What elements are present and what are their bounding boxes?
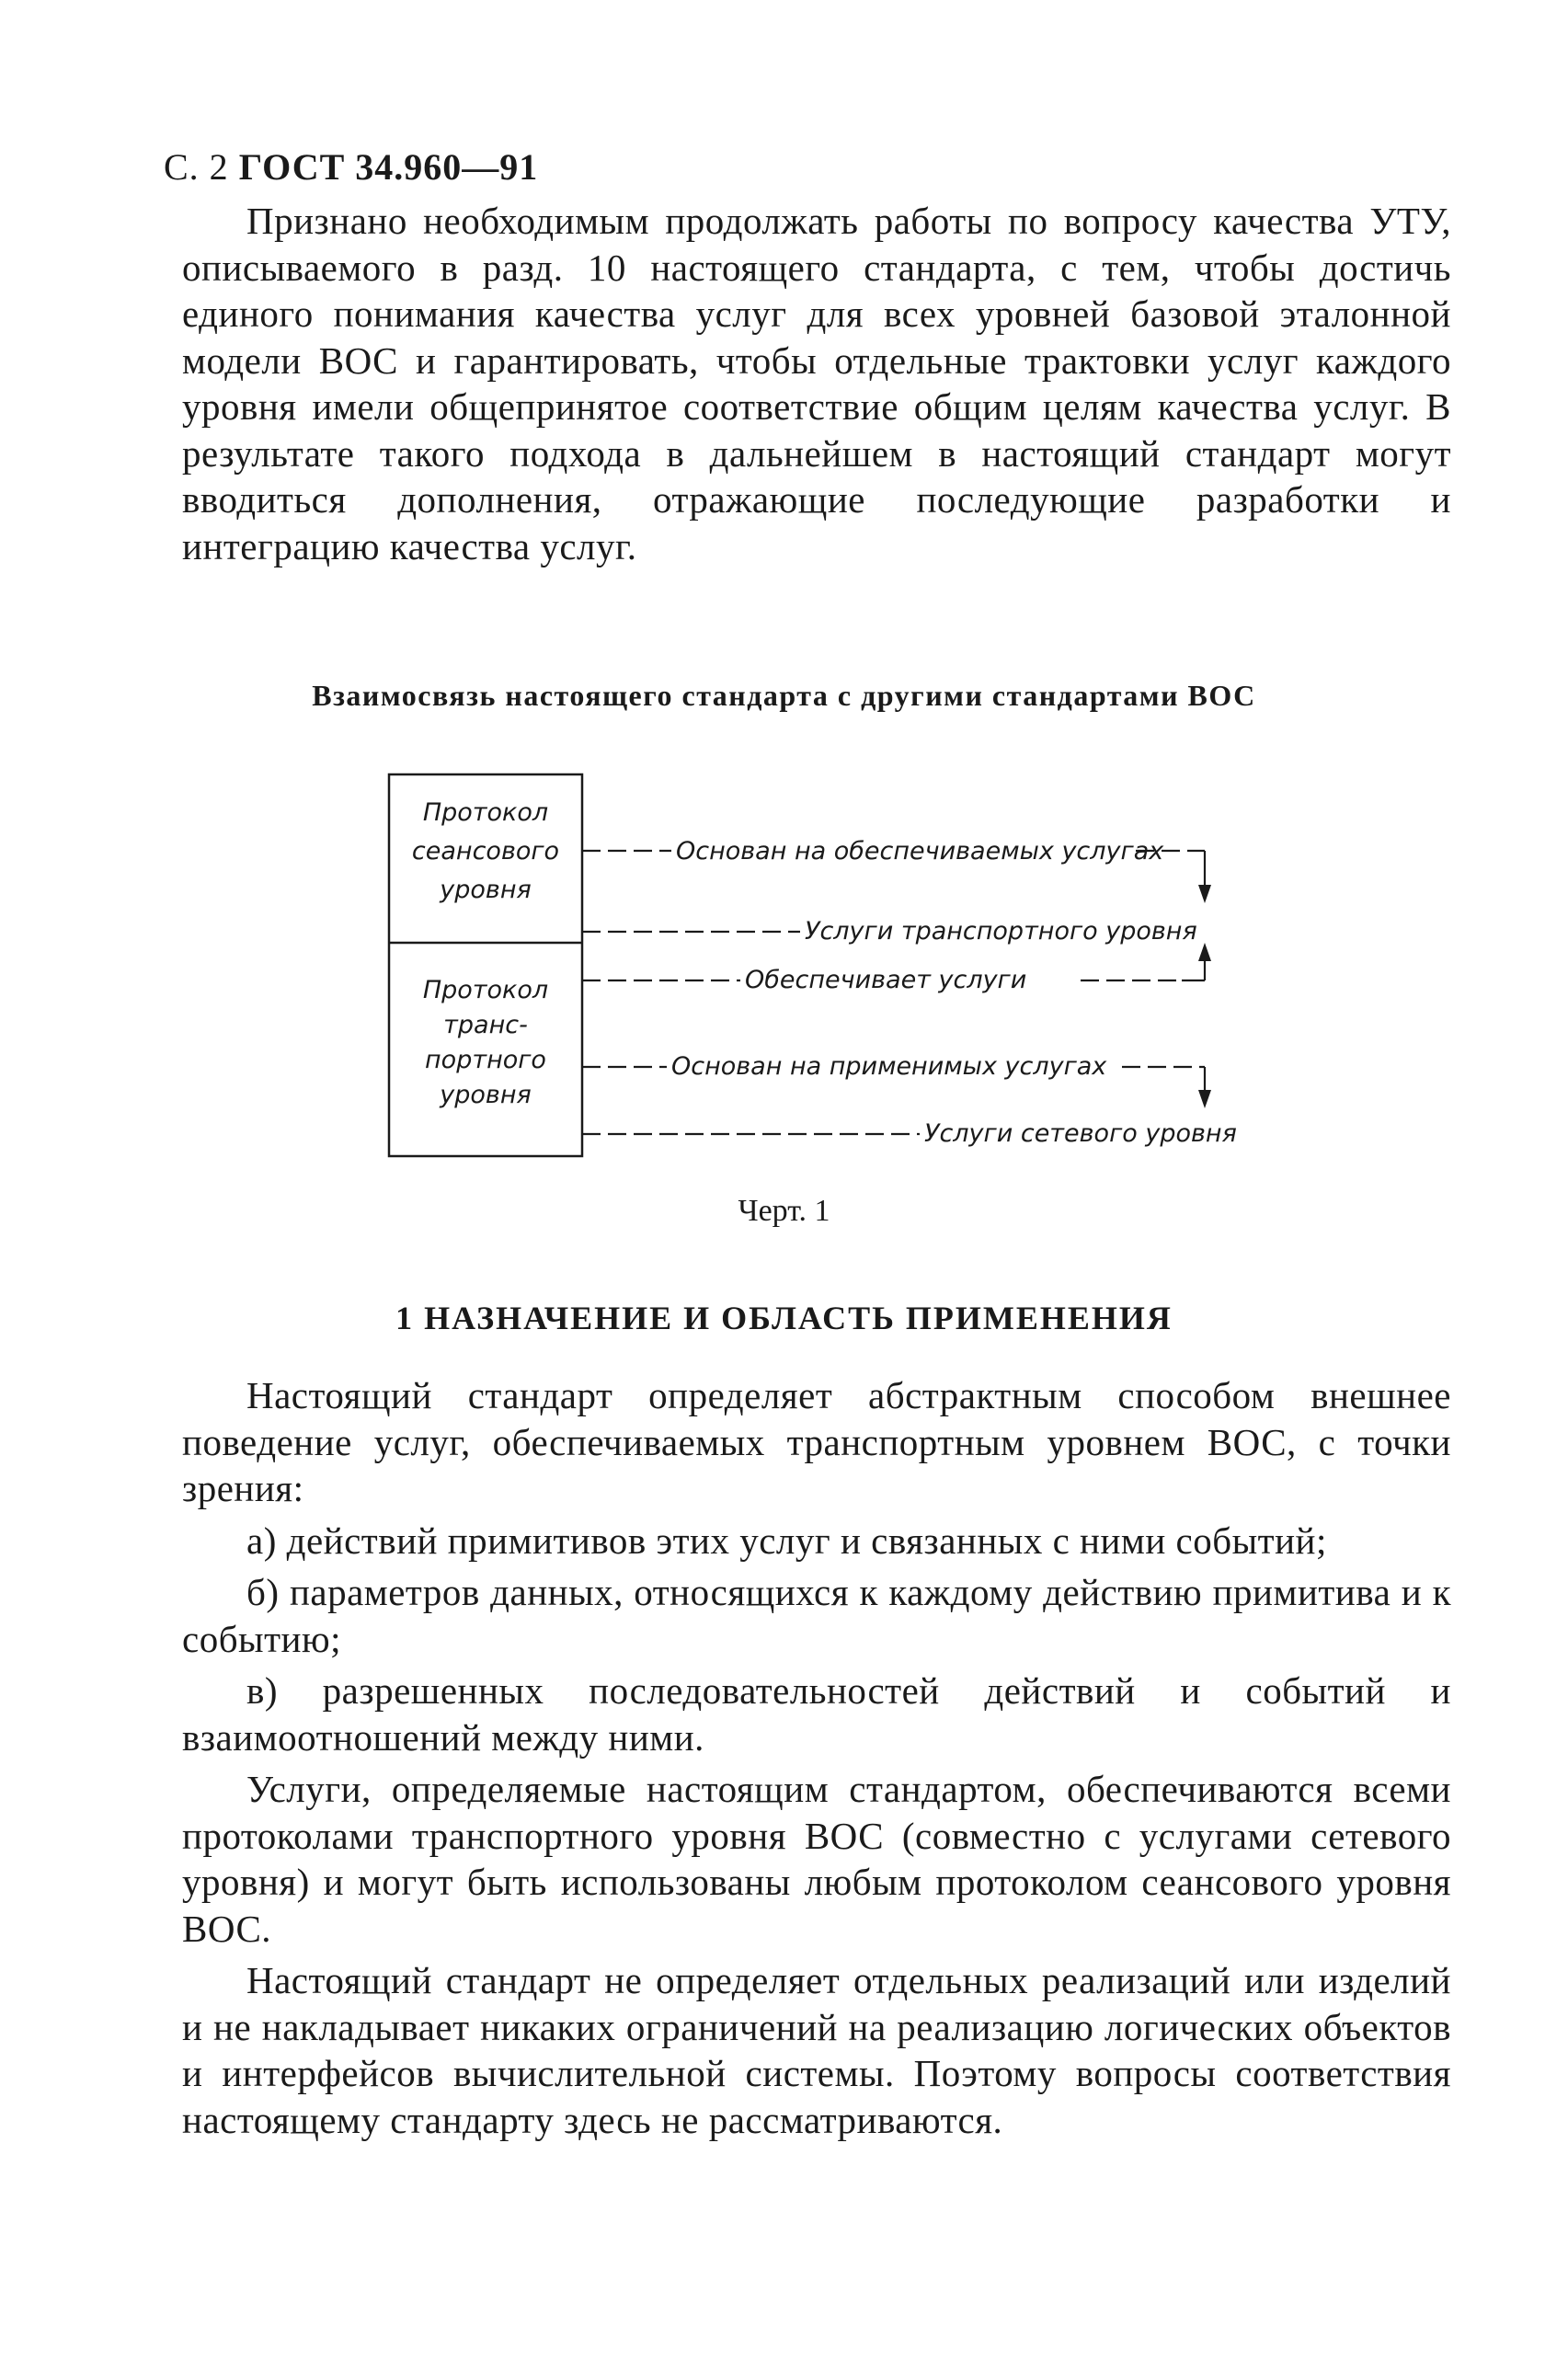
list-item-b: б) параметров данных, относящихся к каждому действию примитива и к событию; [182,1571,1451,1660]
transport-box-line-4: уровня [440,1081,532,1109]
arrow-up-icon [1198,943,1211,961]
relation-label-based-on-applicable: Основан на применимых услугах [671,1052,1107,1081]
relation-label-transport-services: Услуги транспортного уровня [805,917,1197,946]
transport-box-line-1: Протокол [422,976,549,1004]
section-body [182,1372,1451,2143]
figure-title: Взаимосвязь настоящего стандарта с другими стандартами ВОС [312,679,1256,712]
relation-label-based-on-provided: Основан на обеспечиваемых услугах [676,837,1164,865]
arrow-down-icon [1198,885,1211,903]
section-number: 1 [395,1300,415,1336]
relation-based-on-applicable [582,1052,1211,1108]
transport-box-line-3: портного [425,1046,546,1074]
relation-based-on-provided [582,837,1211,903]
relation-transport-services [582,917,1197,946]
standard-number: ГОСТ 34.960—91 [238,146,539,188]
section-heading [0,1299,1568,1337]
list-item-c: в) разрешенных последовательностей действий и событий и взаимоотношений между ними. [182,1669,1451,1759]
list-item-a: а) действий примитивов этих услуг и связанных с ними событий; [246,1519,1327,1562]
section-title: НАЗНАЧЕНИЕ И ОБЛАСТЬ ПРИМЕНЕНИЯ [424,1300,1173,1336]
session-box-line-3: уровня [440,876,532,904]
page-number: С. 2 [164,146,229,188]
relation-network-services [582,1119,1237,1148]
body-paragraph-3: Настоящий стандарт не определяет отдельных реализаций или изделий и не накладывает никаких ограничений на реализацию логических объектов и интерфейсов вычислительной системы. Поэтому вопросы соответствия настоящему стандарту здесь не рассматриваются. [182,1959,1451,2141]
body-paragraph-1: Настоящий стандарт определяет абстрактным способом внешнее поведение услуг, обеспечиваемых транспортным уровнем ВОС, с точки зрения: [182,1374,1451,1509]
arrow-down-icon [1198,1090,1211,1108]
intro-paragraph: Признано необходимым продолжать работы по вопросу качества УТУ, описываемого в разд. 10 настоящего стандарта, с тем, чтобы достичь единого понимания качества услуг для всех уровней базовой эталонной модели ВОС и гарантировать, чтобы отдельные трактовки услуг каждого уровня имели общепринятое соответствие общим целям качества услуг. В результате такого подхода в дальнейшем в настоящий стандарт могут вводиться дополнения, отражающие последующие разработки и интеграцию качества услуг. [182,200,1451,567]
relation-provides-services [582,943,1211,994]
transport-protocol-box [423,976,548,1109]
session-box-line-1: Протокол [422,798,549,827]
transport-box-line-2: транс- [443,1011,528,1039]
figure-caption: Черт. 1 [738,1194,830,1228]
session-protocol-box [412,798,559,904]
relation-label-network-services: Услуги сетевого уровня [924,1119,1237,1148]
body-paragraph-2: Услуги, определяемые настоящим стандартом, обеспечиваются всеми протоколами транспортного уровня ВОС (совместно с услугами сетевого уровня) и могут быть использованы любым протоколом сеансового уровня ВОС. [182,1768,1451,1950]
session-box-line-2: сеансового [411,837,560,865]
relation-label-provides-services: Обеспечивает услуги [745,966,1027,994]
